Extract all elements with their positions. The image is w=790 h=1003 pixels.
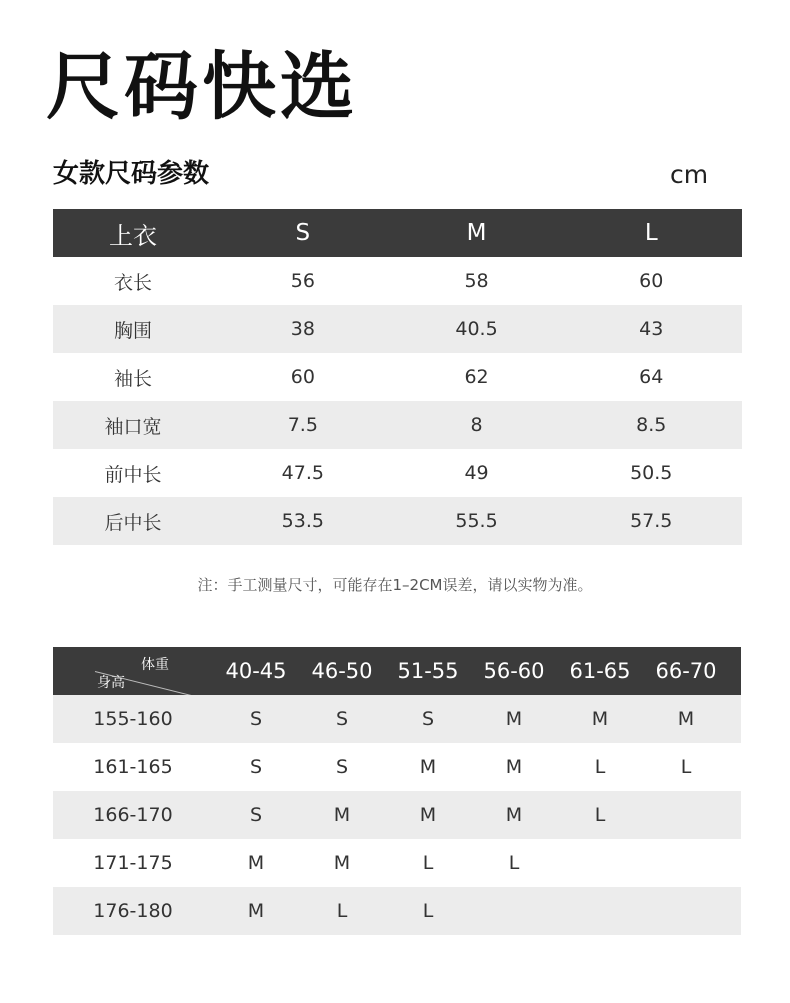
table-cell: M <box>505 756 523 778</box>
table-cell: 8.5 <box>636 414 667 436</box>
table-cell: 43 <box>639 318 664 340</box>
header-weight: 51-55 <box>397 659 459 683</box>
table-cell: 58 <box>464 270 489 292</box>
row-label: 袖长 <box>114 367 153 390</box>
table-cell: M <box>247 852 265 874</box>
table-row <box>53 839 741 887</box>
height-label: 176-180 <box>93 900 173 922</box>
height-label: 155-160 <box>93 708 173 730</box>
table-cell: L <box>422 900 434 922</box>
header-size-l: L <box>644 220 658 246</box>
table-cell: L <box>422 852 434 874</box>
table-cell: S <box>249 756 263 778</box>
table-cell: 57.5 <box>630 510 673 532</box>
row-label: 袖口宽 <box>104 415 162 438</box>
table-cell: L <box>680 756 692 778</box>
recommend-table-header <box>53 647 741 695</box>
corner-height-label: 身高 <box>97 675 125 691</box>
size-recommendation-table <box>53 647 741 935</box>
table-row <box>53 257 742 305</box>
table-cell: S <box>335 708 349 730</box>
row-label: 前中长 <box>104 463 162 486</box>
table-cell: 8 <box>470 414 483 436</box>
corner-weight-label: 体重 <box>141 657 169 673</box>
table-cell: L <box>594 756 606 778</box>
table-cell: 50.5 <box>630 462 673 484</box>
height-label: 166-170 <box>93 804 173 826</box>
table-cell: 60 <box>290 366 315 388</box>
table-cell: L <box>336 900 348 922</box>
table-row <box>53 743 741 791</box>
table-row <box>53 791 741 839</box>
header-weight: 40-45 <box>225 659 287 683</box>
table-row <box>53 449 742 497</box>
table-cell: M <box>419 804 437 826</box>
table-cell: M <box>419 756 437 778</box>
header-weight: 56-60 <box>483 659 545 683</box>
table-row <box>53 887 741 935</box>
table-cell: 38 <box>290 318 315 340</box>
table-cell: 7.5 <box>287 414 318 436</box>
header-weight: 61-65 <box>569 659 631 683</box>
table-cell: L <box>594 804 606 826</box>
table-cell: M <box>505 804 523 826</box>
table-cell: 47.5 <box>281 462 324 484</box>
table-cell: M <box>247 900 265 922</box>
table-cell: 53.5 <box>281 510 324 532</box>
measurement-note: 注：手工测量尺寸，可能存在1–2CM误差，请以实物为准。 <box>197 576 593 594</box>
header-size-s: S <box>295 220 311 246</box>
header-weight: 46-50 <box>311 659 373 683</box>
table-cell: S <box>249 804 263 826</box>
table-row <box>53 353 742 401</box>
table-cell: M <box>333 852 351 874</box>
table-cell: 40.5 <box>455 318 498 340</box>
table-cell: M <box>677 708 695 730</box>
table-cell: 49 <box>464 462 489 484</box>
table-cell: 55.5 <box>455 510 498 532</box>
header-size-m: M <box>466 220 487 246</box>
height-label: 161-165 <box>93 756 173 778</box>
table-cell: M <box>333 804 351 826</box>
page-title: 尺码快选 <box>46 44 358 130</box>
table-cell: S <box>421 708 435 730</box>
table-cell: 56 <box>290 270 315 292</box>
table-cell: L <box>508 852 520 874</box>
table-cell: 64 <box>639 366 664 388</box>
table-cell: S <box>335 756 349 778</box>
corner-cell <box>53 647 213 695</box>
table-cell: S <box>249 708 263 730</box>
row-label: 胸围 <box>114 319 153 342</box>
table-cell: M <box>505 708 523 730</box>
header-category: 上衣 <box>109 221 158 250</box>
table-row <box>53 497 742 545</box>
table-cell: 60 <box>639 270 664 292</box>
unit-label: cm <box>670 160 709 189</box>
size-table-header <box>53 209 742 257</box>
table-row <box>53 695 741 743</box>
table-row <box>53 305 742 353</box>
row-label: 后中长 <box>104 511 162 534</box>
size-table <box>53 209 742 545</box>
table-cell: 62 <box>464 366 489 388</box>
height-label: 171-175 <box>93 852 173 874</box>
table-cell: M <box>591 708 609 730</box>
row-label: 衣长 <box>114 271 153 294</box>
section-title: 女款尺码参数 <box>53 159 210 189</box>
table-row <box>53 401 742 449</box>
header-weight: 66-70 <box>655 659 717 683</box>
